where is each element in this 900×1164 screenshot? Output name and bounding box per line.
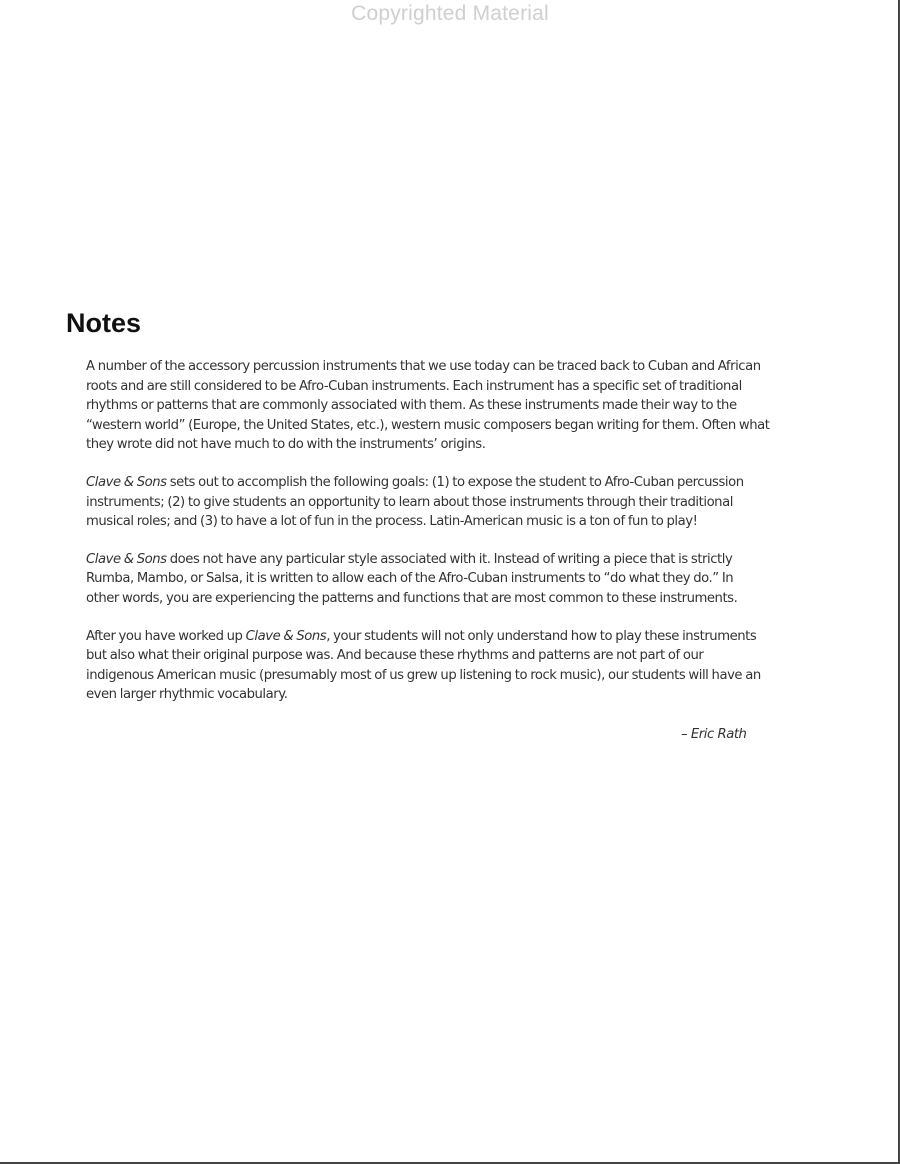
text-line: rhythms or patterns that are commonly associated with them. As these instruments made their way to the [86, 398, 737, 414]
piece-title-italic: Clave & Sons [245, 628, 327, 644]
page-title: Notes [66, 308, 142, 338]
text-line: instruments; (2) to give students an opportunity to learn about those instruments through their traditional [86, 494, 733, 510]
piece-title-italic: Clave & Sons [86, 474, 167, 490]
paragraph-origins [86, 357, 836, 455]
text-fragment: After you have worked up [86, 628, 246, 644]
paragraph-style [86, 550, 836, 609]
text-line: indigenous American music (presumably most of us grew up listening to rock music), our students will have an [86, 667, 761, 683]
text-line: Rumba, Mambo, or Salsa, it is written to allow each of the Afro-Cuban instruments to “do what they do.” In [86, 571, 734, 587]
copyright-watermark: Copyrighted Material [351, 2, 549, 25]
text-line: they wrote did not have much to do with the instruments’ origins. [86, 437, 486, 453]
text-line: other words, you are experiencing the patterns and functions that are most common to these instruments. [86, 590, 738, 606]
piece-title-italic: Clave & Sons [86, 551, 167, 567]
text-fragment: sets out to accomplish the following goals: (1) to expose the student to Afro-Cuban percussion [166, 474, 744, 490]
text-line [86, 473, 836, 493]
text-fragment: , your students will not only understand how to play these instruments [326, 628, 757, 644]
text-line: A number of the accessory percussion instruments that we use today can be traced back to Cuban and African [86, 359, 761, 374]
text-line: but also what their original purpose was. And because these rhythms and patterns are not part of our [86, 648, 704, 664]
text-fragment: does not have any particular style associated with it. Instead of writing a piece that is strictly [166, 551, 733, 567]
paragraph-goals [86, 473, 836, 532]
text-line: musical roles; and (3) to have a lot of fun in the process. Latin-American music is a ton of fun to play! [86, 514, 698, 530]
paragraph-purpose [86, 627, 836, 705]
text-line [86, 550, 836, 570]
text-line: “western world” (Europe, the United States, etc.), western music composers began writing for them. Often what [86, 417, 770, 433]
notes-body [86, 357, 836, 723]
text-line [86, 627, 836, 647]
text-line: roots and are still considered to be Afro-Cuban instruments. Each instrument has a specific set of traditional [86, 378, 742, 394]
text-line: even larger rhythmic vocabulary. [86, 687, 288, 703]
author-signature: – Eric Rath [681, 727, 747, 742]
